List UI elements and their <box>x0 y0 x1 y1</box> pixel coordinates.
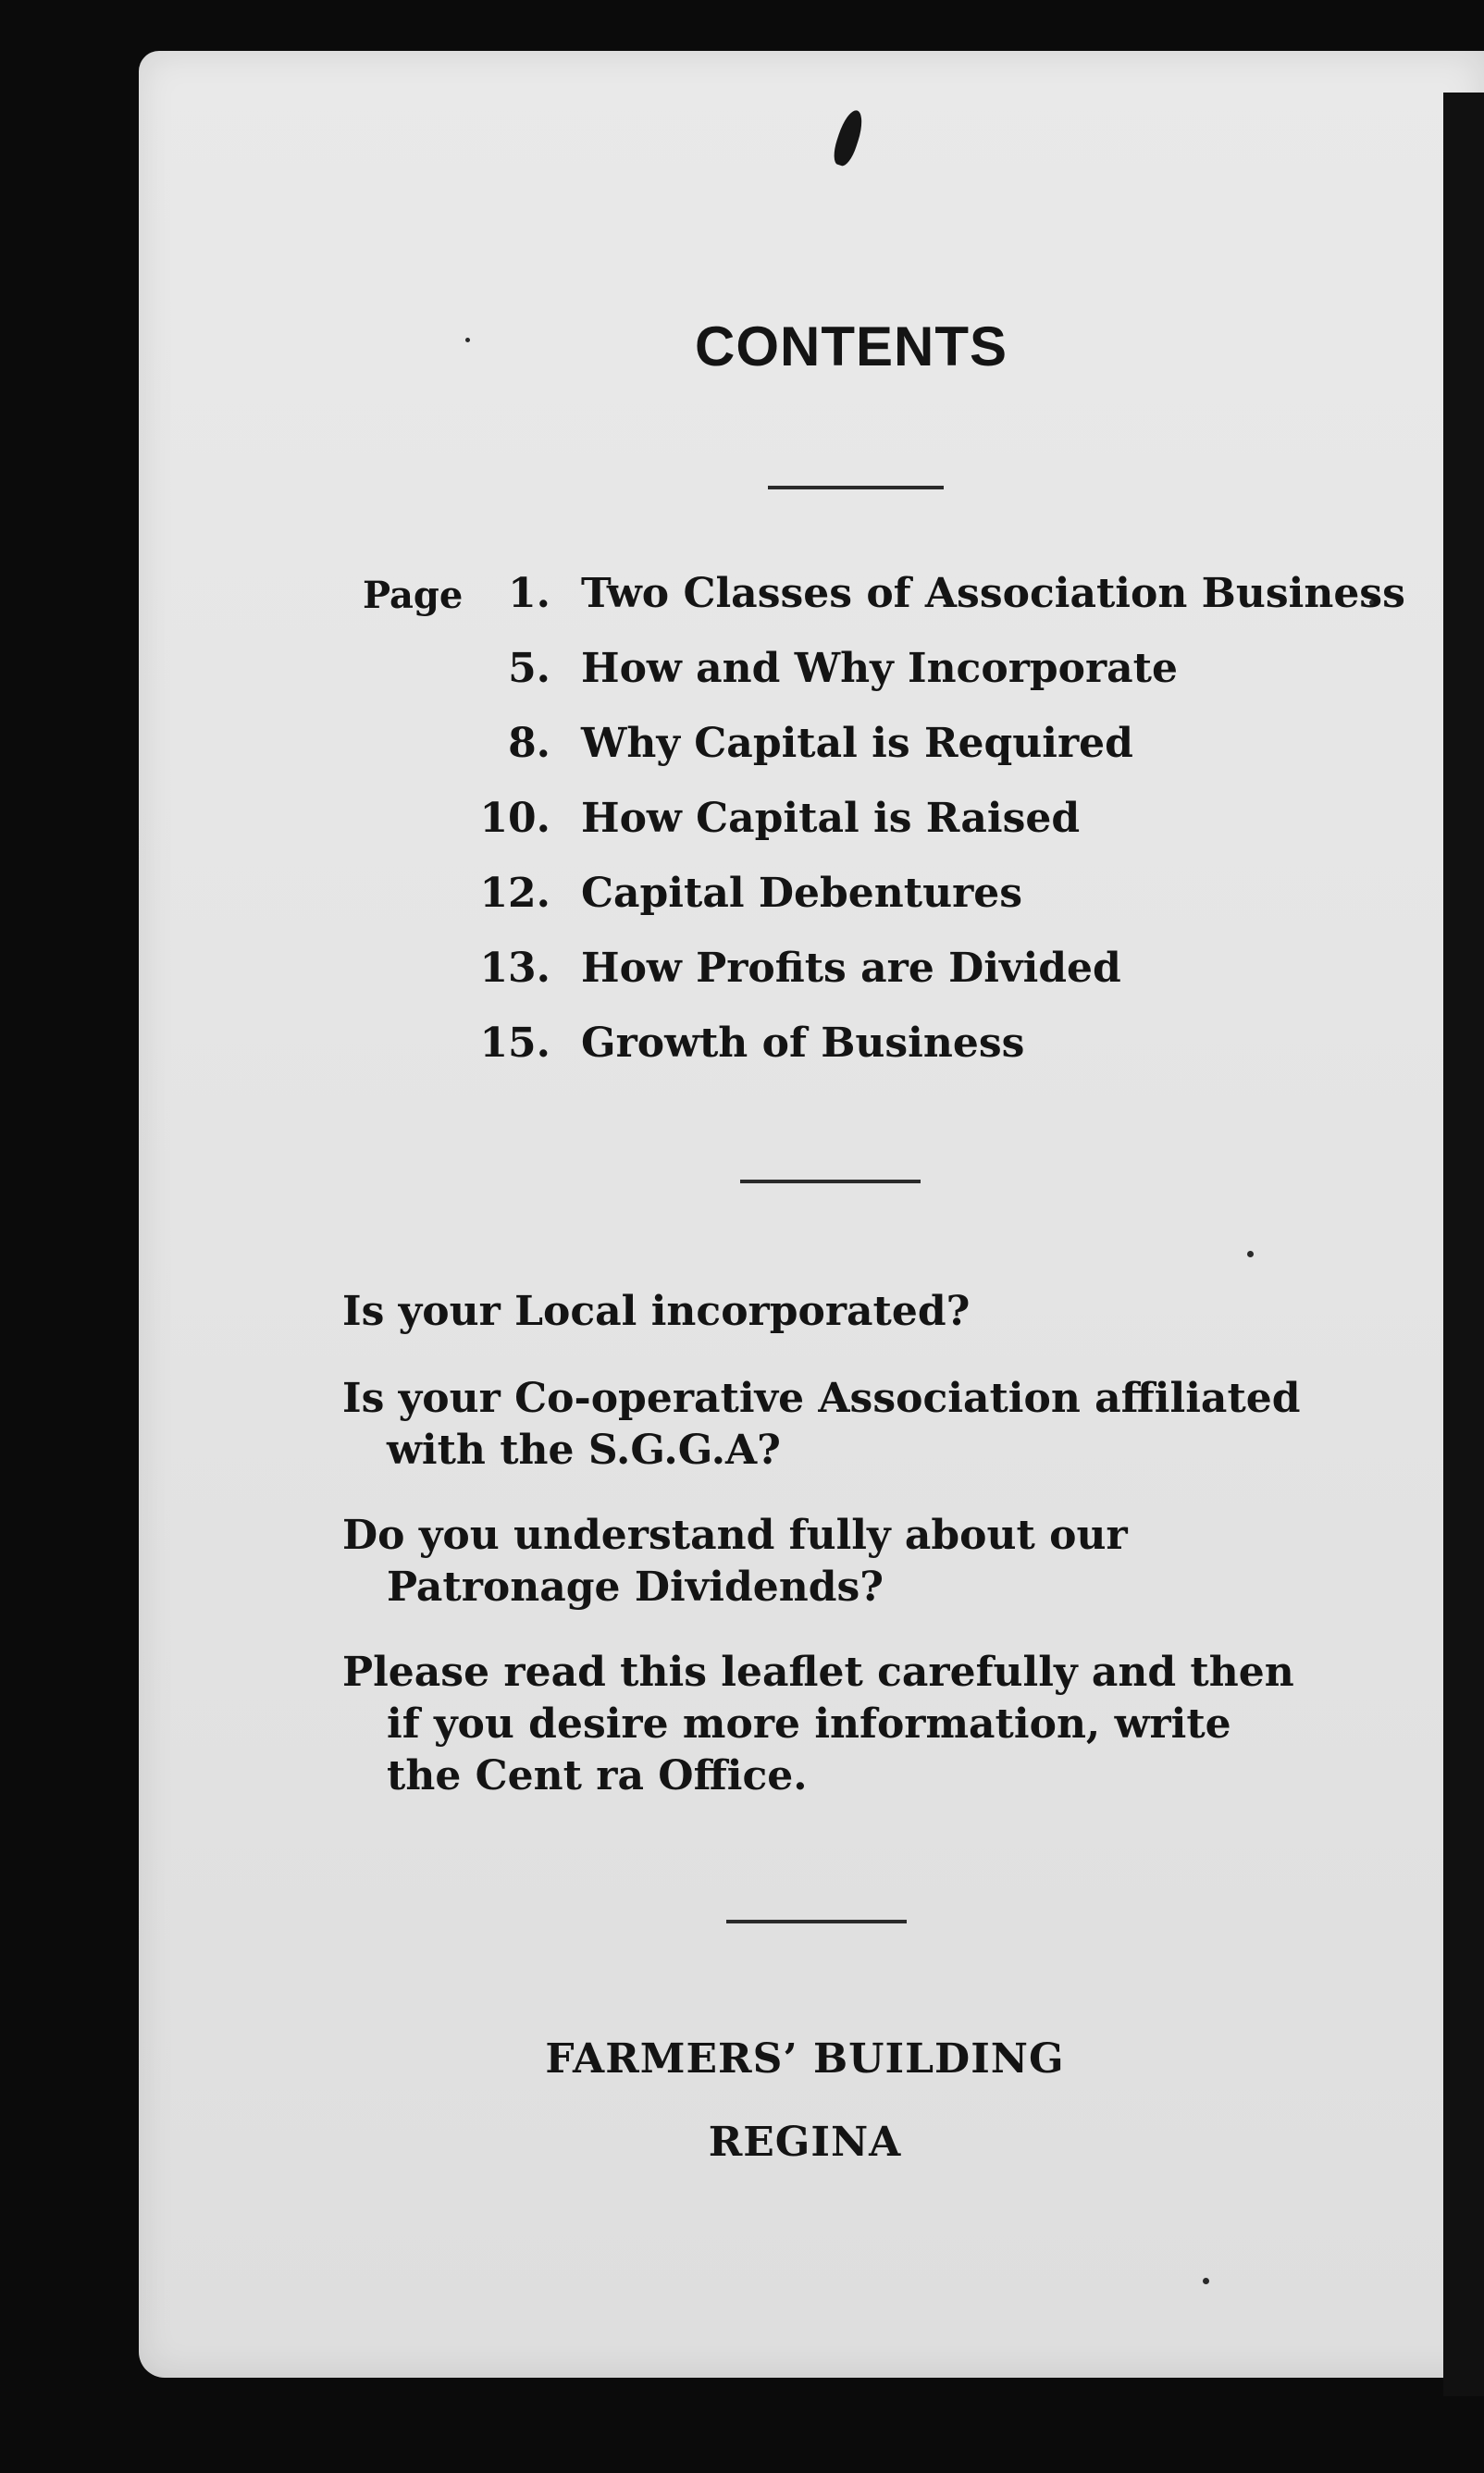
toc-page-number: 10. <box>479 795 550 842</box>
table-of-contents <box>435 570 1453 1094</box>
toc-entry <box>435 720 1453 795</box>
toc-page-number: 5. <box>508 645 550 692</box>
toc-page-number: 8. <box>508 720 550 767</box>
toc-page-label: Page <box>363 574 464 617</box>
toc-title: How and Why Incorporate <box>581 645 1179 692</box>
address-city: REGINA <box>708 2119 902 2166</box>
question-paragraph: Do you understand fully about our Patronage Dividends? <box>342 1512 1128 1611</box>
instruction-paragraph: Please read this leaflet carefully and then if you desire more information, write the Cent ra Office. <box>342 1649 1294 1799</box>
toc-title: Why Capital is Required <box>581 720 1133 767</box>
toc-title: How Profits are Divided <box>581 945 1121 992</box>
question-paragraph: Is your Co-operative Association affiliated with the S.G.G.A? <box>342 1375 1301 1474</box>
toc-page-number: 13. <box>479 945 550 992</box>
toc-entry <box>435 795 1453 870</box>
divider <box>740 1180 921 1183</box>
toc-page-number: 12. <box>479 870 550 917</box>
toc-entry <box>435 945 1453 1020</box>
toc-title: Two Classes of Association Business <box>581 570 1405 617</box>
toc-title: Capital Debentures <box>581 870 1023 917</box>
toc-entry <box>435 645 1453 720</box>
toc-page-number: 15. <box>479 1020 550 1067</box>
toc-entry <box>435 570 1453 645</box>
address-line: FARMERS’ BUILDING <box>545 2035 1065 2083</box>
page-title: CONTENTS <box>695 315 1008 377</box>
toc-entry <box>435 1020 1453 1094</box>
question-paragraph: Is your Local incorporated? <box>342 1288 971 1335</box>
toc-title: How Capital is Raised <box>581 795 1081 842</box>
toc-page-number: 1. <box>508 570 550 617</box>
divider <box>768 486 944 489</box>
toc-entry <box>435 870 1453 945</box>
toc-title: Growth of Business <box>581 1020 1025 1067</box>
divider <box>726 1920 907 1923</box>
